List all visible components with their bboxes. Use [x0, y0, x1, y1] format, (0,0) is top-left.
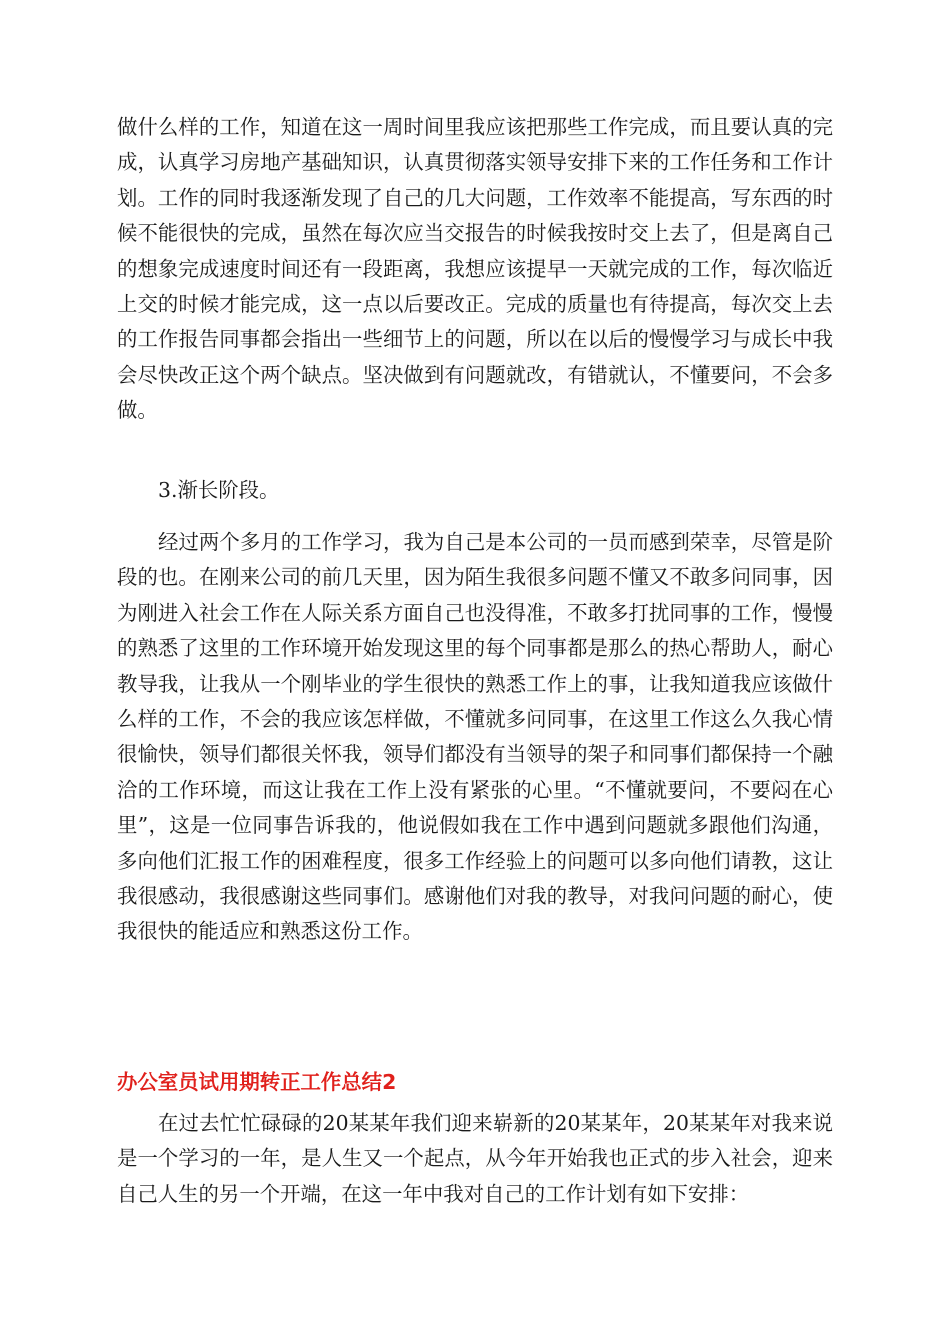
- body-paragraph-continued: 做什么样的工作，知道在这一周时间里我应该把那些工作完成，而且要认真的完成，认真学习房地产基础知识，认真贯彻落实领导安排下来的工作任务和工作计划。工作的同时我逐渐发现了自己的几大问题，工作效率不能提高，写东西的时候不能很快的完成，虽然在每次应当交报告的时候我按时交上去了，但是离自己的想象完成速度时间还有一段距离，我想应该提早一天就完成的工作，每次临近上交的时候才能完成，这一点以后要改正。完成的质量也有待提高，每次交上去的工作报告同事都会指出一些细节上的问题，所以在以后的慢慢学习与成长中我会尽快改正这个两个缺点。坚决做到有问题就改，有错就认，不懂要问，不会多做。: [117, 115, 833, 423]
- section-label: 3.渐长阶段。: [158, 478, 280, 502]
- body-paragraph-growth-stage: 经过两个多月的工作学习，我为自己是本公司的一员而感到荣幸，尽管是阶段的也。在刚来公司的前几天里，因为陌生我很多问题不懂又不敢多问同事，因为刚进入社会工作在人际关系方面自己也没得准，不敢多打扰同事的工作，慢慢的熟悉了这里的工作环境开始发现这里的每个同事都是那么的热心帮助人，耐心教导我，让我从一个刚毕业的学生很快的熟悉工作上的事，让我知道我应该做什么样的工作，不会的我应该怎样做，不懂就多问同事，在这里工作这么久我心情很愉快，领导们都很关怀我，领导们都没有当领导的架子和同事们都保持一个融洽的工作环境，而这让我在工作上没有紧张的心里。“不懂就要问，不要闷在心里”，这是一位同事告诉我的，他说假如我在工作中遇到问题就多跟他们沟通，多向他们汇报工作的困难程度，很多工作经验上的问题可以多向他们请教，这让我很感动，我很感谢这些同事们。感谢他们对我的教导，对我问问题的耐心，使我很快的能适应和熟悉这份工作。: [117, 530, 833, 944]
- body-paragraph-intro-2: 在过去忙忙碌碌的20某某年我们迎来崭新的20某某年，20某某年对我来说是一个学习的一年，是人生又一个起点，从今年开始我也正式的步入社会，迎来自己人生的另一个开端，在这一年中我对自己的工作计划有如下安排：: [117, 1111, 833, 1206]
- section-heading: 办公室员试用期转正工作总结2: [117, 1070, 397, 1094]
